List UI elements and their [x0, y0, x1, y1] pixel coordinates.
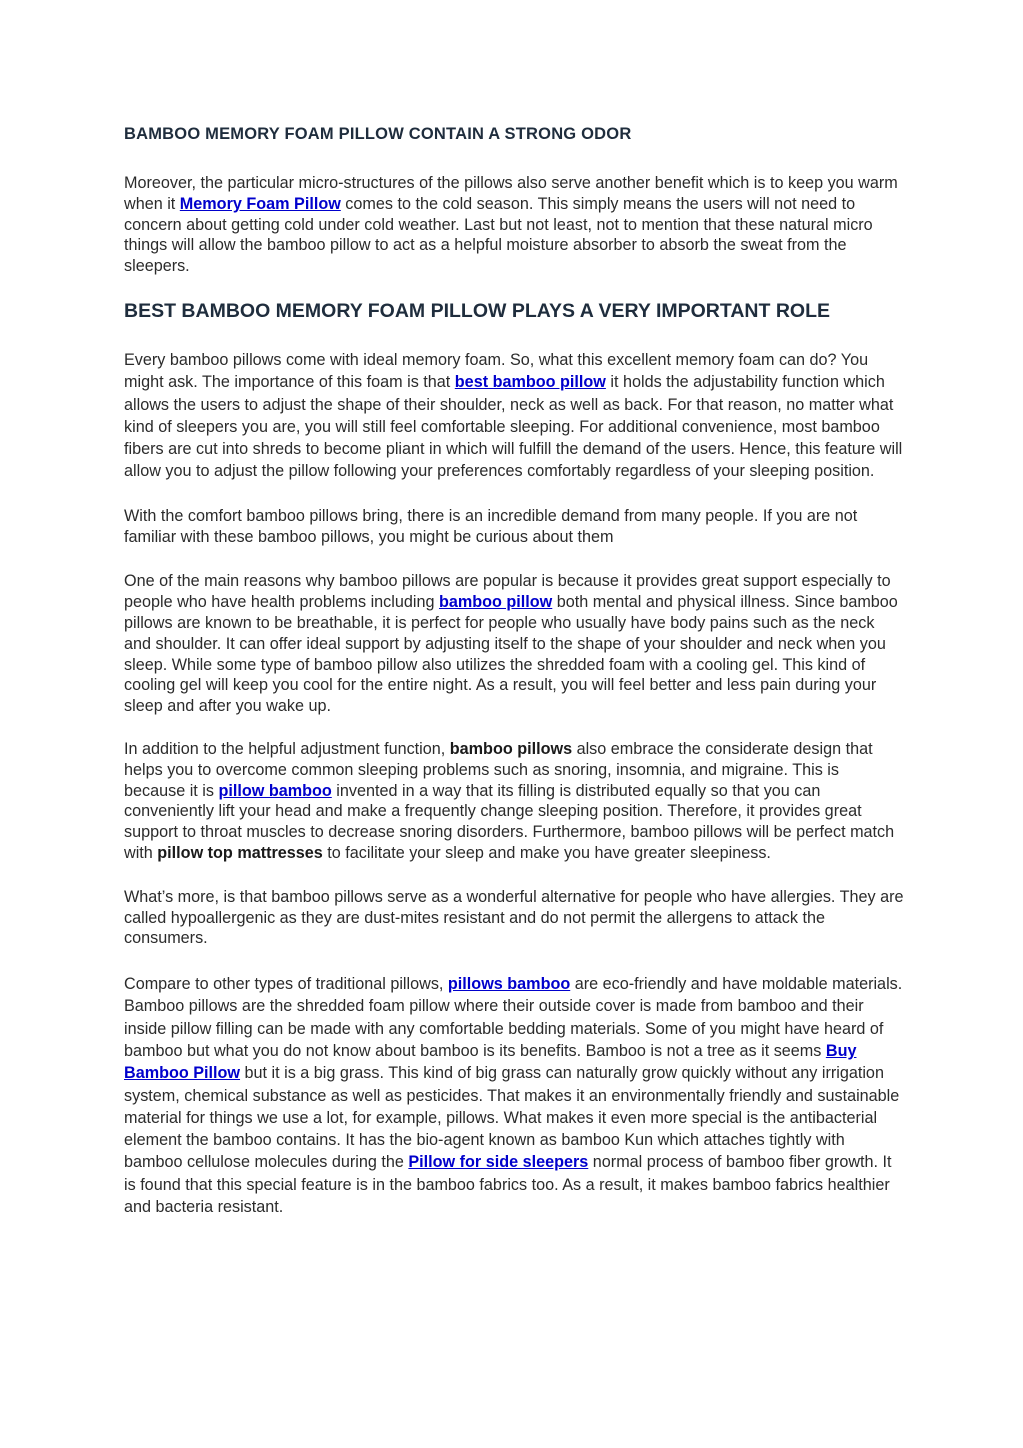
link-buy-bamboo-pillow[interactable]: Buy Bamboo Pillow	[124, 1042, 857, 1083]
paragraph-text: comes to the cold season. This simply means the users will not need to concern about getting cold under cold weather. Last but not least, not to mention that these natural micro things will allow the bamboo pillow to act as a helpful moisture absorber to absorb the sweat from the sleepers.	[124, 194, 873, 276]
section-heading-odor: BAMBOO MEMORY FOAM PILLOW CONTAIN A STRONG ODOR	[124, 125, 632, 143]
document-page	[124, 124, 904, 1241]
link-pillow-for-side-sleepers[interactable]: Pillow for side sleepers	[408, 1153, 589, 1172]
paragraph-text: invented in a way that its filling is distributed equally so that you can conveniently lift your head and make a frequently change sleeping position. Therefore, it provides great support to throat muscles to decrease snoring disorders. Furthermore, bamboo pillows will be perfect match with	[124, 781, 895, 862]
link-memory-foam-pillow[interactable]: Memory Foam Pillow	[179, 194, 341, 213]
paragraph-text: One of the main reasons why bamboo pillows are popular is because it provides great support especially to people who have health problems including	[124, 572, 891, 612]
paragraph-text: In addition to the helpful adjustment function,	[124, 739, 450, 758]
paragraph-text: Moreover, the particular micro-structures of the pillows also serve another benefit which is to keep you warm when it	[124, 174, 898, 213]
paragraph-demand	[124, 506, 904, 548]
paragraph-text: also embrace the considerate design that helps you to overcome common sleeping problems such as snoring, insomnia, and migraine. This is because it is	[124, 739, 873, 800]
paragraph-text: What’s more, is that bamboo pillows serve as a wonderful alternative for people who have allergies. They are called hypoallergenic as they are dust-mites resistant and do not permit the allergens to attack the consumers.	[124, 887, 904, 948]
paragraph-text: to facilitate your sleep and make you have greater sleepiness.	[322, 843, 771, 862]
paragraph-support	[124, 571, 904, 717]
paragraph-text: but it is a big grass. This kind of big grass can naturally grow quickly without any irrigation system, chemical substance as well as pesticides. That makes it an environmentally friendly and sustainable material for things we use a lot, for example, pillows. What makes it even more special is the antibacterial element the bamboo contains. It has the bio-agent known as bamboo Kun which attaches tightly with bamboo cellulose molecules during the	[124, 1064, 900, 1172]
paragraph-memory-foam	[124, 349, 904, 483]
link-pillow-bamboo[interactable]: pillow bamboo	[218, 781, 332, 800]
link-best-bamboo-pillow[interactable]: best bamboo pillow	[454, 373, 606, 392]
paragraph-allergies	[124, 887, 904, 949]
paragraph-text: both mental and physical illness. Since bamboo pillows are known to be breathable, it is perfect for people who usually have body pains such as the neck and shoulder. It can offer ideal support by adjusting itself to the shape of your shoulder and neck when you sleep. While some type of bamboo pillow also utilizes the shredded foam with a cooling gel. This kind of cooling gel will keep you cool for the entire night. As a result, you will feel better and less pain during your sleep and after you wake up.	[124, 593, 898, 716]
paragraph-warmth	[124, 173, 904, 277]
link-pillows-bamboo[interactable]: pillows bamboo	[447, 975, 571, 994]
paragraph-text: Compare to other types of traditional pillows,	[124, 975, 448, 994]
bold-pillow-top-mattresses: pillow top mattresses	[157, 843, 323, 862]
paragraph-adjustment	[124, 739, 904, 864]
bold-bamboo-pillows: bamboo pillows	[449, 739, 573, 758]
section-heading-important-role: BEST BAMBOO MEMORY FOAM PILLOW PLAYS A VERY IMPORTANT ROLE	[124, 299, 830, 322]
link-bamboo-pillow[interactable]: bamboo pillow	[438, 593, 553, 612]
paragraph-text: it holds the adjustability function which allows the users to adjust the shape of their shoulder, neck as well as back. For that reason, no matter what kind of sleepers you are, you will still feel comfortable sleeping. For additional convenience, most bamboo fibers are cut into shreds to become pliant in which will fulfill the demand of the users. Hence, this feature will allow you to adjust the pillow following your preferences comfortably regardless of your sleeping position.	[124, 373, 903, 481]
paragraph-text: Every bamboo pillows come with ideal memory foam. So, what this excellent memory foam can do? You might ask. The importance of this foam is that	[124, 350, 869, 392]
paragraph-text: normal process of bamboo fiber growth. It is found that this special feature is in the bamboo fabrics too. As a result, it makes bamboo fabrics healthier and bacteria resistant.	[124, 1153, 892, 1217]
paragraph-eco-friendly	[124, 973, 904, 1218]
paragraph-text: are eco-friendly and have moldable materials. Bamboo pillows are the shredded foam pillow where their outside cover is made from bamboo and their inside pillow filling can be made with any comfortable bedding materials. Some of you might have heard of bamboo but what you do not know about bamboo is its benefits. Bamboo is not a tree as it seems	[124, 975, 903, 1060]
paragraph-text: With the comfort bamboo pillows bring, there is an incredible demand from many people. If you are not familiar with these bamboo pillows, you might be curious about them	[124, 506, 858, 546]
